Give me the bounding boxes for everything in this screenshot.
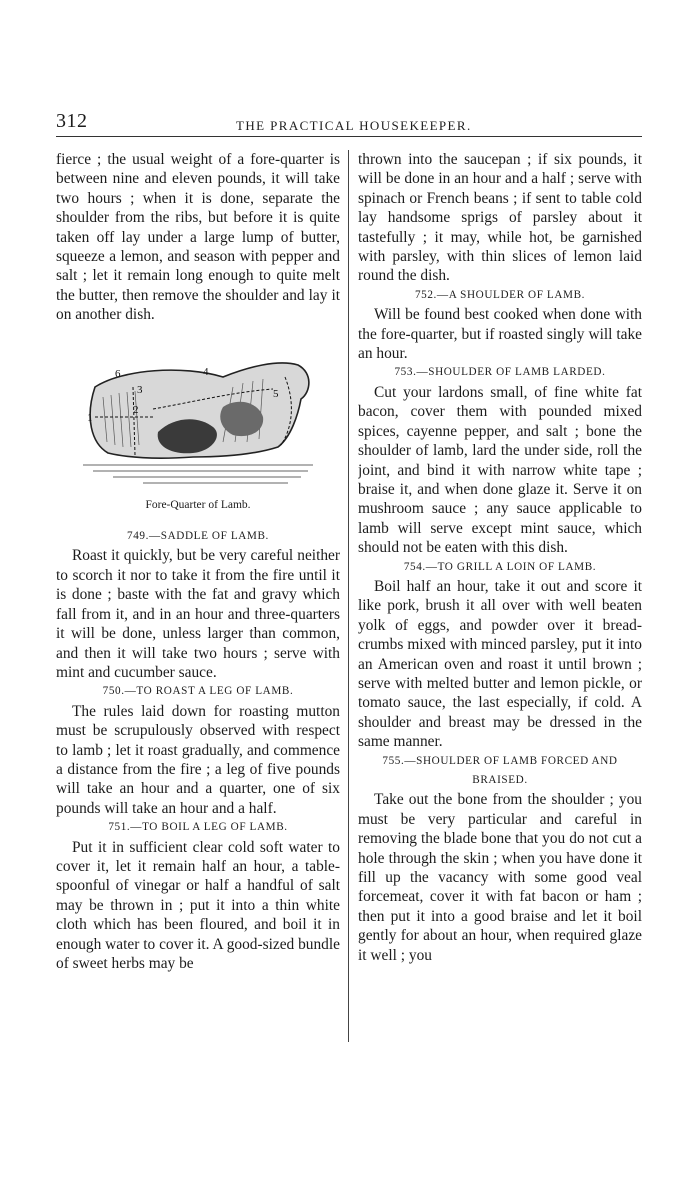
continued-paragraph: fierce ; the usual weight of a fore-quarter is between nine and eleven pounds, it will take two hours ; when it is done, separate the shoulder from the ribs, but before it is quite taken off lay under a large lump of butter, squeeze a lemon, and season with pepper and salt ; let it remain long enough to quite melt the butter, then remove the shoulder and lay it on another dish. xyxy=(56,151,340,324)
running-title: THE PRACTICAL HOUSEKEEPER. xyxy=(236,118,472,133)
recipe-heading: 750.—TO ROAST A LEG OF LAMB. xyxy=(102,685,294,698)
svg-text:5: 5 xyxy=(273,387,279,400)
recipe-body: Cut your lardons small, of fine white fat bacon, cover them with pounded mixed spices, cayenne pepper, and salt ; bone the shoulder of lamb, lard the under side, roll the joint, and bind it with narrow white tape ; braise it, and when done glaze it. Serve it on mushroom sauce ; any sauce applicable to lamb will serve except mint sauce, which should not be eaten with this dish. xyxy=(358,383,642,557)
svg-text:1: 1 xyxy=(87,411,93,424)
page-header xyxy=(56,110,642,137)
fore-quarter-illustration xyxy=(73,347,323,492)
recipe-heading: 754.—TO GRILL A LOIN OF LAMB. xyxy=(403,560,597,573)
figure-caption: Fore-Quarter of Lamb. xyxy=(145,498,251,511)
recipe-heading: 749.—SADDLE OF LAMB. xyxy=(127,530,269,543)
fore-quarter-figure xyxy=(56,347,340,515)
page-number: 312 xyxy=(56,110,88,132)
recipe-heading: 751.—TO BOIL A LEG OF LAMB. xyxy=(108,821,288,834)
recipe-body: The rules laid down for roasting mutton must be scrupulously observed with respect to lamb ; let it roast gradually, and commence a distance from the fire ; a leg of five pounds will take an hour and a quarter, one of six pounds will take an hour and a half. xyxy=(56,702,340,817)
recipe-body: Roast it quickly, but be very careful neither to scorch it nor to take it from the fire until it is done ; baste with the fat and gravy which fall from it, and in an hour and three-quarters it will be done, unless larger than common, and then it will take two hours ; serve with mint and cucumber sauce. xyxy=(56,547,340,681)
svg-text:3: 3 xyxy=(137,383,143,396)
recipe-body: Put it in sufficient clear cold soft water to cover it, let it remain half an hour, a table-spoonful of vinegar or half a handful of salt may be thrown in ; put it into a thin white cloth which has been floured, and boil it in enough water to cover it. A good-sized bundle of sweet herbs may be xyxy=(56,838,340,972)
recipe-heading: 752.—A SHOULDER OF LAMB. xyxy=(414,288,586,301)
svg-text:6: 6 xyxy=(115,367,121,380)
recipe-heading: 755.—SHOULDER OF LAMB FORCED AND BRAISED. xyxy=(382,754,618,786)
recipe-heading: 753.—SHOULDER OF LAMB LARDED. xyxy=(394,366,606,379)
svg-text:4: 4 xyxy=(203,365,209,378)
recipe-body: Boil half an hour, take it out and score it like pork, brush it all over with well beaten yolk of eggs, and powder over it bread-crumbs mixed with minced parsley, put it into an American oven and roast it until brown ; serve with melted butter and lemon pickle, or tomato sauce, the last especially, if cold. A shoulder and breast may be dressed in the same manner. xyxy=(358,577,642,751)
column-divider xyxy=(348,150,349,1042)
right-column xyxy=(358,150,642,1050)
continued-paragraph: thrown into the saucepan ; if six pounds, it will be done in an hour and a half ; serve with spinach or French beans ; if sent to table cold lay handsome sprigs of parsley about it tastefully ; it may, while hot, be garnished with parsley, with thin slices of lemon laid round the dish. xyxy=(358,151,642,285)
svg-text:2: 2 xyxy=(133,403,139,416)
left-column xyxy=(56,150,340,1050)
recipe-body: Take out the bone from the shoulder ; you must be very particular and careful in removing the blade bone that you do not cut a hole through the skin ; when you have done it fill up the vacancy with some good veal forcemeat, cover it with fat bacon or ham ; then put it into a good braise and let it boil gently for about an hour, when required glaze it well ; you xyxy=(358,791,642,964)
recipe-body: Will be found best cooked when done with the fore-quarter, but if roasted singly will take an hour. xyxy=(358,306,642,363)
